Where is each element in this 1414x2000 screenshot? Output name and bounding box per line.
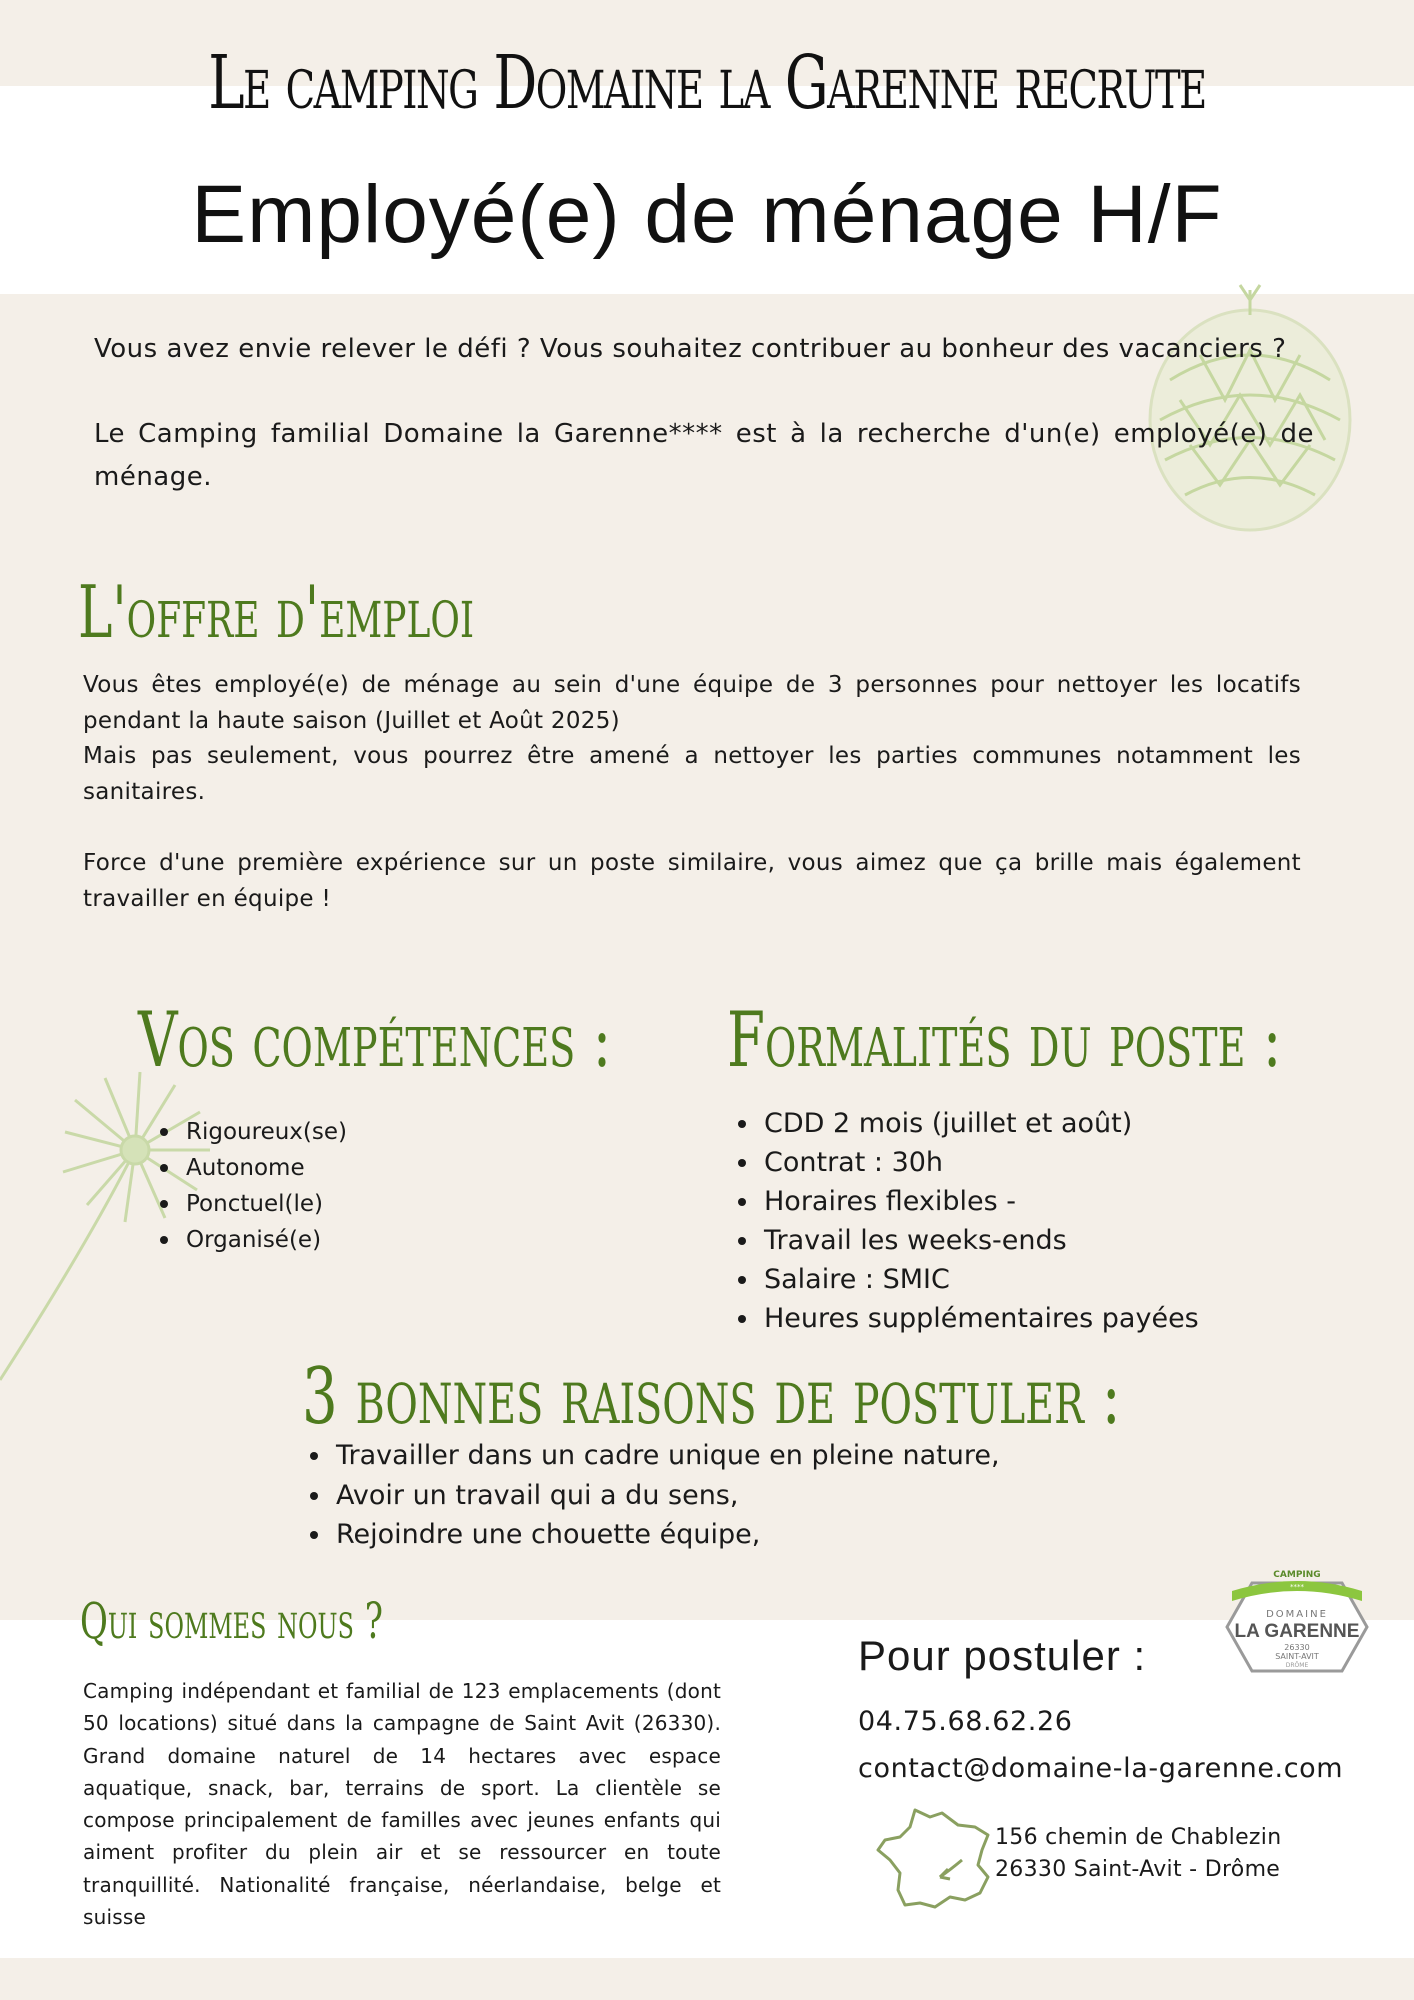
job-term-item: Heures supplémentaires payées <box>734 1299 1199 1338</box>
logo-name: LA GARENNE <box>1234 1621 1360 1642</box>
offer-heading: L'offre d'emploi <box>78 570 475 654</box>
reason-item: Travailler dans un cadre unique en pleine nature, <box>306 1436 1000 1476</box>
job-terms-list <box>734 1104 1199 1338</box>
email-address[interactable]: contact@domaine-la-garenne.com <box>858 1753 1344 1784</box>
intro-paragraph: Vous avez envie relever le défi ? Vous souhaitez contribuer au bonheur des vacanciers ? <box>94 334 1287 364</box>
skill-item: Ponctuel(le) <box>156 1186 347 1222</box>
address-line: 26330 Saint-Avit - Drôme <box>995 1857 1281 1882</box>
logo-stars: **** <box>1290 1583 1304 1591</box>
job-terms-heading: Formalités du poste : <box>727 995 1282 1084</box>
logo-town: SAINT-AVIT <box>1275 1652 1319 1661</box>
reasons-list <box>306 1436 1000 1555</box>
job-term-item: CDD 2 mois (juillet et août) <box>734 1104 1199 1143</box>
address-line: 156 chemin de Chablezin <box>995 1825 1282 1850</box>
job-term-item: Horaires flexibles - <box>734 1182 1199 1221</box>
apply-title: Pour postuler : <box>858 1632 1147 1679</box>
skill-item: Rigoureux(se) <box>156 1114 347 1150</box>
intro-paragraph: Le Camping familial Domaine la Garenne**** est à la recherche d'un(e) employé(e) de ménage. <box>94 419 1314 492</box>
camping-logo <box>1222 1565 1372 1685</box>
job-term-item: Contrat : 30h <box>734 1143 1199 1182</box>
offer-line: Force d'une première expérience sur un poste similaire, vous aimez que ça brille mais également travailler en équipe ! <box>83 850 1301 912</box>
postal-address <box>995 1822 1281 1886</box>
france-map-icon <box>870 1805 1000 1915</box>
job-title: Employé(e) de ménage H/F <box>191 169 1223 260</box>
phone-number[interactable]: 04.75.68.62.26 <box>858 1706 1073 1737</box>
intro-section <box>94 328 1314 541</box>
skill-item: Organisé(e) <box>156 1222 347 1258</box>
recruiting-kicker: Le camping Domaine la Garenne recrute <box>208 40 1206 126</box>
skills-heading: Vos compétences : <box>138 995 612 1084</box>
reason-item: Rejoindre une chouette équipe, <box>306 1515 1000 1555</box>
reason-item: Avoir un travail qui a du sens, <box>306 1476 1000 1516</box>
about-text: Camping indépendant et familial de 123 emplacements (dont 50 locations) situé dans la campagne de Saint Avit (26330). Grand domaine naturel de 14 hectares avec espace aquatique, snack, bar, terrains de sport. La clientèle se compose principalement de familles avec jeunes enfants qui aiment profiter du plein air et se ressourcer en toute tranquillité. Nationalité française, néerlandaise, belge et suisse <box>83 1679 721 1930</box>
logo-region: DRÔME <box>1285 1662 1309 1669</box>
skill-item: Autonome <box>156 1150 347 1186</box>
logo-top-text: DOMAINE <box>1266 1609 1328 1620</box>
skills-list <box>156 1114 347 1258</box>
offer-description <box>83 668 1301 917</box>
job-term-item: Travail les weeks-ends <box>734 1221 1199 1260</box>
offer-line: Vous êtes employé(e) de ménage au sein d'une équipe de 3 personnes pour nettoyer les locatifs pendant la haute saison (Juillet et Août 2025) <box>83 672 1301 734</box>
about-heading: Qui sommes nous ? <box>80 1592 383 1650</box>
reasons-heading: 3 bonnes raisons de postuler : <box>302 1352 1121 1442</box>
offer-line: Mais pas seulement, vous pourrez être amené a nettoyer les parties communes notamment les sanitaires. <box>83 743 1301 805</box>
logo-postcode: 26330 <box>1284 1643 1310 1652</box>
job-term-item: Salaire : SMIC <box>734 1260 1199 1299</box>
logo-ribbon-text: CAMPING <box>1273 1570 1321 1580</box>
